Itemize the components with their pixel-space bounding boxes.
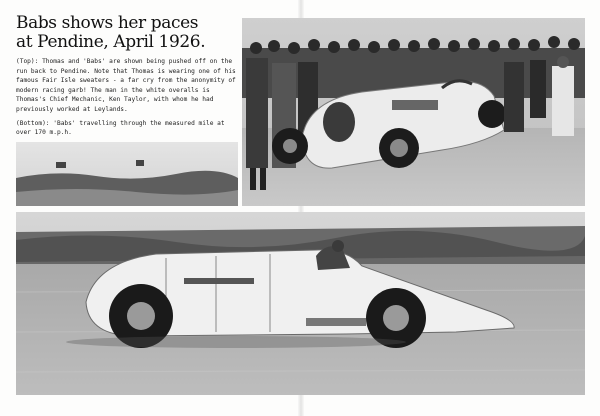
photo-landscape-strip-image xyxy=(16,142,238,206)
headline-line-2: at Pendine, April 1926. xyxy=(16,32,206,52)
caption-bottom: (Bottom): 'Babs' travelling through the measured mile at over 170 m.p.h. xyxy=(16,119,225,137)
photo-car-pushed-off xyxy=(242,18,585,206)
photo-landscape-strip xyxy=(16,142,238,206)
caption-block xyxy=(16,57,242,142)
photo-car-pushed-off-image xyxy=(242,18,585,206)
headline-line-1: Babs shows her paces xyxy=(16,13,199,33)
headline xyxy=(16,14,246,52)
caption-top: (Top): Thomas and 'Babs' are shown being pushed off on the run back to Pendine. Note that Thomas is wearing one of his famous Fair Isle sweaters - a far cry from the anonymity of modern racing garb! The man in the white overalls is Thomas's Chief Mechanic, Ken Taylor, with whom he had previously worked at Leylands. xyxy=(16,58,236,113)
photo-car-at-speed-image xyxy=(16,212,585,395)
photo-car-at-speed xyxy=(16,212,585,395)
